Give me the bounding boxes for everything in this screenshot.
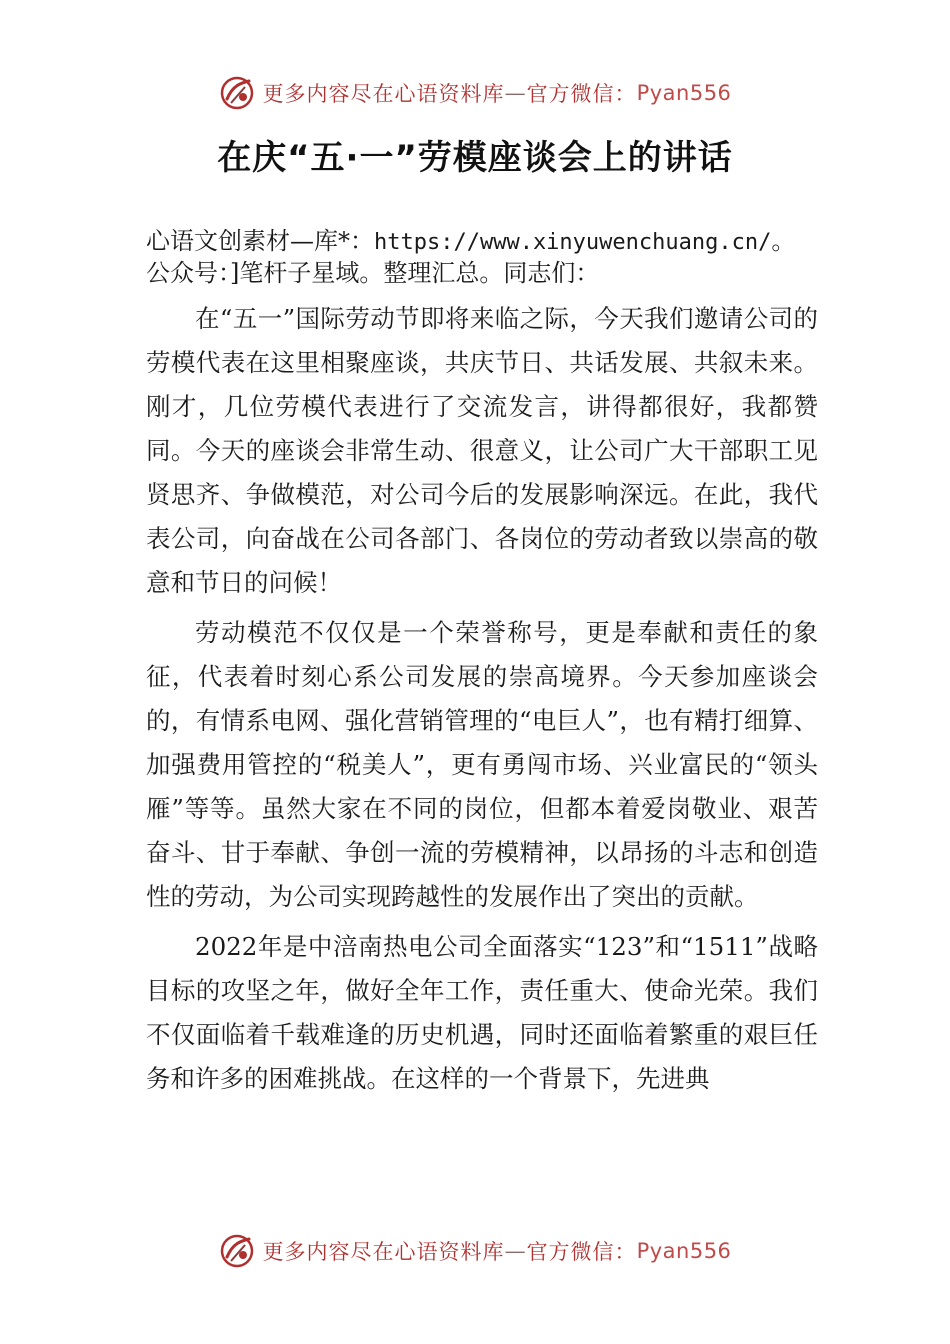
banner-dash: — [504, 1239, 527, 1263]
source-url: https://www.xinyuwenchuang.cn/ [374, 230, 772, 255]
paragraph-2: 劳动模范不仅仅是一个荣誉称号，更是奉献和责任的象征，代表着时刻心系公司发展的崇高境界。今天参加座谈会的，有情系电网、强化营销管理的“电巨人”，也有精打细算、加强费用管控的“税美人”，更有勇闯市场、兴业富民的“领头雁”等等。虽然大家在不同的岗位，但都本着爱岗敬业、艰苦奋斗、甘于奉献、争创一流的劳模精神，以昂扬的斗志和创造性的劳动，为公司实现跨越性的发展作出了突出的贡献。 [146, 618, 818, 911]
footer-banner [0, 1232, 950, 1270]
paragraph-1: 在“五一”国际劳动节即将来临之际，今天我们邀请公司的劳模代表在这里相聚座谈，共庆节日、共话发展、共叙未来。刚才，几位劳模代表进行了交流发言，讲得都很好，我都赞同。今天的座谈会非常生动、很意义，让公司广大干部职工见贤思齐、争做模范，对公司今后的发展影响深远。在此，我代表公司，向奋战在公司各部门、各岗位的劳动者致以崇高的敬意和节日的问候！ [146, 304, 818, 597]
banner-wechat-label: 官方微信： [526, 82, 637, 106]
banner-wechat-id: Pyan556 [636, 81, 732, 105]
source-note-prefix: 心语文创素材—库*： [146, 227, 374, 255]
brand-logo-icon [219, 1233, 255, 1269]
paragraph-3: 2022年是中涪南热电公司全面落实“123”和“1511”战略目标的攻坚之年，做好全年工作，责任重大、使命光荣。我们不仅面临着千载难逢的历史机遇，同时还面临着繁重的艰巨任务和许多的困难挑战。在这样的一个背景下，先进典 [146, 932, 818, 1093]
document-body [146, 226, 818, 1101]
page-title: 在庆“五·一”劳模座谈会上的讲话 [217, 138, 733, 178]
banner-wechat-id: Pyan556 [636, 1239, 732, 1263]
header-banner [0, 74, 950, 112]
banner-wechat-label: 官方微信： [526, 1240, 637, 1264]
banner-dash: — [504, 81, 527, 105]
source-note-suffix: 。公众号：]笔杆子星域。整理汇总。同志们： [146, 227, 796, 287]
source-note [146, 226, 818, 289]
banner-main-text: 更多内容尽在心语资料库 [262, 1240, 505, 1264]
banner-main-text: 更多内容尽在心语资料库 [262, 82, 505, 106]
brand-logo-icon [219, 75, 255, 111]
